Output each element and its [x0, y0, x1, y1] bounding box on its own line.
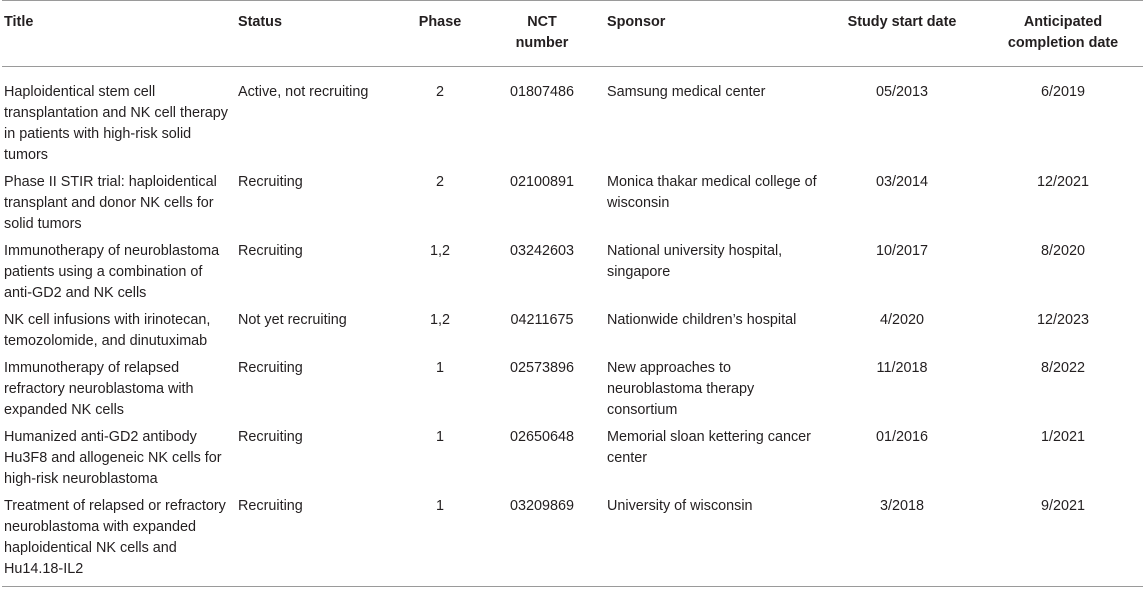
cell-title: Humanized anti-GD2 antibody Hu3F8 and allogeneic NK cells for high-risk neuroblastoma — [4, 429, 222, 487]
cell-title: Immunotherapy of neuroblastoma patients using a combination of anti-GD2 and NK cells — [4, 243, 220, 301]
table-row — [2, 358, 1143, 427]
table-row — [2, 172, 1143, 241]
cell-title: Phase II STIR trial: haploidentical transplant and donor NK cells for solid tumors — [4, 174, 217, 232]
cell-nct-number: 02100891 — [509, 174, 575, 190]
header-anticipated-completion-date — [985, 1, 1143, 67]
cell-sponsor: Samsung medical center — [607, 84, 766, 100]
table-header — [2, 1, 1143, 67]
cell-phase: 1 — [435, 429, 444, 445]
cell-status: Active, not recruiting — [238, 84, 369, 100]
cell-nct-number: 02573896 — [509, 360, 575, 376]
cell-nct-number: 02650648 — [509, 429, 575, 445]
cell-completion-date: 8/2020 — [1040, 243, 1085, 259]
cell-status: Not yet recruiting — [238, 312, 347, 328]
cell-completion-date: 6/2019 — [1040, 84, 1085, 100]
table-row — [2, 310, 1143, 358]
cell-phase: 1,2 — [429, 243, 450, 259]
cell-phase: 1 — [435, 498, 444, 514]
cell-phase: 2 — [435, 174, 444, 190]
cell-phase: 1 — [435, 360, 444, 376]
cell-completion-date: 12/2023 — [1036, 312, 1090, 328]
cell-status: Recruiting — [238, 243, 303, 259]
cell-sponsor: National university hospital, singapore — [607, 243, 783, 280]
header-nct-line2: number — [515, 35, 569, 51]
cell-completion-date: 12/2021 — [1036, 174, 1090, 190]
cell-nct-number: 04211675 — [510, 312, 574, 328]
cell-sponsor: New approaches to neuroblastoma therapy consortium — [607, 360, 755, 418]
table-row — [2, 496, 1143, 587]
cell-start-date: 11/2018 — [876, 360, 928, 376]
cell-title: Treatment of relapsed or refractory neuroblastoma with expanded haploidentical NK cells and Hu14.18-IL2 — [4, 498, 226, 577]
cell-title: NK cell infusions with irinotecan, temozolomide, and dinutuximab — [4, 312, 211, 349]
table-row — [2, 241, 1143, 310]
cell-sponsor: Monica thakar medical college of wisconsin — [607, 174, 817, 211]
table-body — [2, 67, 1143, 587]
cell-start-date: 10/2017 — [875, 243, 929, 259]
cell-nct-number: 01807486 — [509, 84, 575, 100]
cell-nct-number: 03209869 — [509, 498, 575, 514]
header-completion-line2: completion date — [1007, 35, 1119, 51]
cell-start-date: 03/2014 — [875, 174, 929, 190]
table-row — [2, 67, 1143, 173]
cell-start-date: 01/2016 — [875, 429, 929, 445]
clinical-trials-table — [2, 0, 1143, 587]
header-study-start-date: Study start date — [847, 14, 957, 30]
cell-start-date: 05/2013 — [875, 84, 929, 100]
cell-sponsor: University of wisconsin — [607, 498, 753, 514]
header-sponsor: Sponsor — [607, 14, 666, 30]
cell-status: Recruiting — [238, 174, 303, 190]
cell-sponsor: Nationwide children’s hospital — [607, 312, 797, 328]
cell-phase: 1,2 — [429, 312, 450, 328]
header-title: Title — [4, 14, 34, 30]
cell-completion-date: 8/2022 — [1040, 360, 1085, 376]
cell-completion-date: 1/2021 — [1040, 429, 1085, 445]
header-completion-line1: Anticipated — [1023, 14, 1103, 30]
table-row — [2, 427, 1143, 496]
header-nct-line1: NCT — [527, 14, 557, 30]
cell-start-date: 3/2018 — [879, 498, 924, 514]
header-row — [2, 1, 1143, 67]
cell-nct-number: 03242603 — [509, 243, 575, 259]
header-status: Status — [238, 14, 282, 30]
cell-title: Immunotherapy of relapsed refractory neuroblastoma with expanded NK cells — [4, 360, 194, 418]
cell-status: Recruiting — [238, 360, 303, 376]
header-nct-number — [481, 1, 605, 67]
header-phase: Phase — [418, 14, 462, 30]
cell-phase: 2 — [435, 84, 444, 100]
cell-status: Recruiting — [238, 498, 303, 514]
cell-sponsor: Memorial sloan kettering cancer center — [607, 429, 811, 466]
cell-start-date: 4/2020 — [879, 312, 924, 328]
cell-completion-date: 9/2021 — [1040, 498, 1085, 514]
cell-title: Haploidentical stem cell transplantation and NK cell therapy in patients with high-risk solid tumors — [4, 84, 228, 163]
cell-status: Recruiting — [238, 429, 303, 445]
